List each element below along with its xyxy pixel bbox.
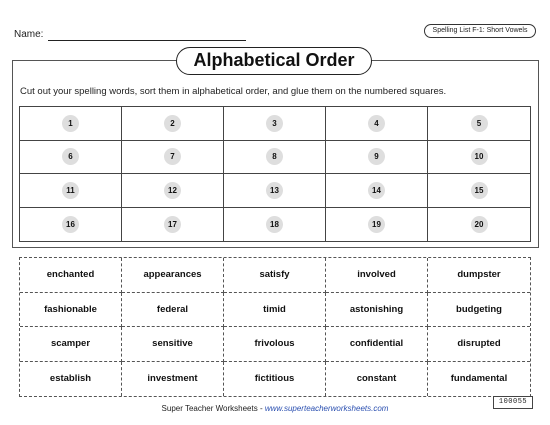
word-card[interactable]: involved — [326, 258, 428, 293]
numbered-grid — [19, 106, 531, 242]
worksheet-code: 100055 — [493, 396, 533, 409]
square-number: 7 — [164, 148, 181, 165]
spelling-list-tag: Spelling List F-1: Short Vowels — [424, 24, 536, 38]
square-number: 9 — [368, 148, 385, 165]
square-number: 6 — [62, 148, 79, 165]
word-card[interactable]: satisfy — [224, 258, 326, 293]
square-number: 8 — [266, 148, 283, 165]
instructions: Cut out your spelling words, sort them in alphabetical order, and glue them on the numbered squares. — [20, 86, 447, 97]
square-number: 10 — [471, 148, 488, 165]
word-card[interactable]: fashionable — [20, 293, 122, 328]
numbered-square[interactable] — [20, 107, 122, 141]
numbered-square[interactable] — [224, 141, 326, 175]
numbered-square[interactable] — [428, 141, 530, 175]
word-card[interactable]: federal — [122, 293, 224, 328]
word-card[interactable]: dumpster — [428, 258, 530, 293]
name-label: Name: — [14, 29, 44, 40]
numbered-square[interactable] — [326, 208, 428, 242]
numbered-square[interactable] — [224, 208, 326, 242]
footer — [0, 404, 550, 413]
name-field-line[interactable] — [48, 40, 246, 41]
numbered-square[interactable] — [326, 141, 428, 175]
square-number: 15 — [471, 182, 488, 199]
page-title: Alphabetical Order — [176, 47, 372, 75]
square-number: 17 — [164, 216, 181, 233]
square-number: 14 — [368, 182, 385, 199]
square-number: 19 — [368, 216, 385, 233]
square-number: 13 — [266, 182, 283, 199]
word-card[interactable]: budgeting — [428, 293, 530, 328]
square-number: 11 — [62, 182, 79, 199]
word-card[interactable]: appearances — [122, 258, 224, 293]
numbered-square[interactable] — [122, 141, 224, 175]
word-card[interactable]: fundamental — [450, 373, 508, 385]
numbered-square[interactable] — [428, 107, 530, 141]
footer-brand: Super Teacher Worksheets — [161, 404, 258, 413]
word-card[interactable]: enchanted — [20, 258, 122, 293]
numbered-square[interactable] — [20, 141, 122, 175]
footer-separator: - — [257, 404, 265, 413]
square-number: 5 — [471, 115, 488, 132]
numbered-square[interactable] — [428, 208, 530, 242]
word-card[interactable]: sensitive — [122, 327, 224, 362]
word-card[interactable]: astonishing — [326, 293, 428, 328]
word-cutout-grid — [19, 257, 531, 397]
square-number: 16 — [62, 216, 79, 233]
word-card[interactable]: scamper — [20, 327, 122, 362]
square-number: 18 — [266, 216, 283, 233]
word-card[interactable]: constant — [326, 362, 428, 397]
numbered-square[interactable] — [326, 107, 428, 141]
numbered-square[interactable] — [122, 107, 224, 141]
word-card[interactable]: disrupted — [428, 327, 530, 362]
numbered-square[interactable] — [224, 107, 326, 141]
square-number: 1 — [62, 115, 79, 132]
square-number: 20 — [471, 216, 488, 233]
word-card[interactable]: investment — [122, 362, 224, 397]
numbered-square[interactable] — [122, 208, 224, 242]
numbered-square[interactable] — [122, 174, 224, 208]
square-number: 2 — [164, 115, 181, 132]
word-card[interactable]: timid — [224, 293, 326, 328]
numbered-square[interactable] — [20, 208, 122, 242]
word-card[interactable]: fictitious — [224, 362, 326, 397]
numbered-square[interactable] — [428, 174, 530, 208]
footer-url[interactable]: www.superteacherworksheets.com — [264, 404, 389, 413]
square-number: 12 — [164, 182, 181, 199]
word-card[interactable]: establish — [20, 362, 122, 397]
numbered-square[interactable] — [326, 174, 428, 208]
numbered-square[interactable] — [20, 174, 122, 208]
word-card[interactable]: confidential — [326, 327, 428, 362]
square-number: 3 — [266, 115, 283, 132]
square-number: 4 — [368, 115, 385, 132]
word-card[interactable]: frivolous — [224, 327, 326, 362]
numbered-square[interactable] — [224, 174, 326, 208]
